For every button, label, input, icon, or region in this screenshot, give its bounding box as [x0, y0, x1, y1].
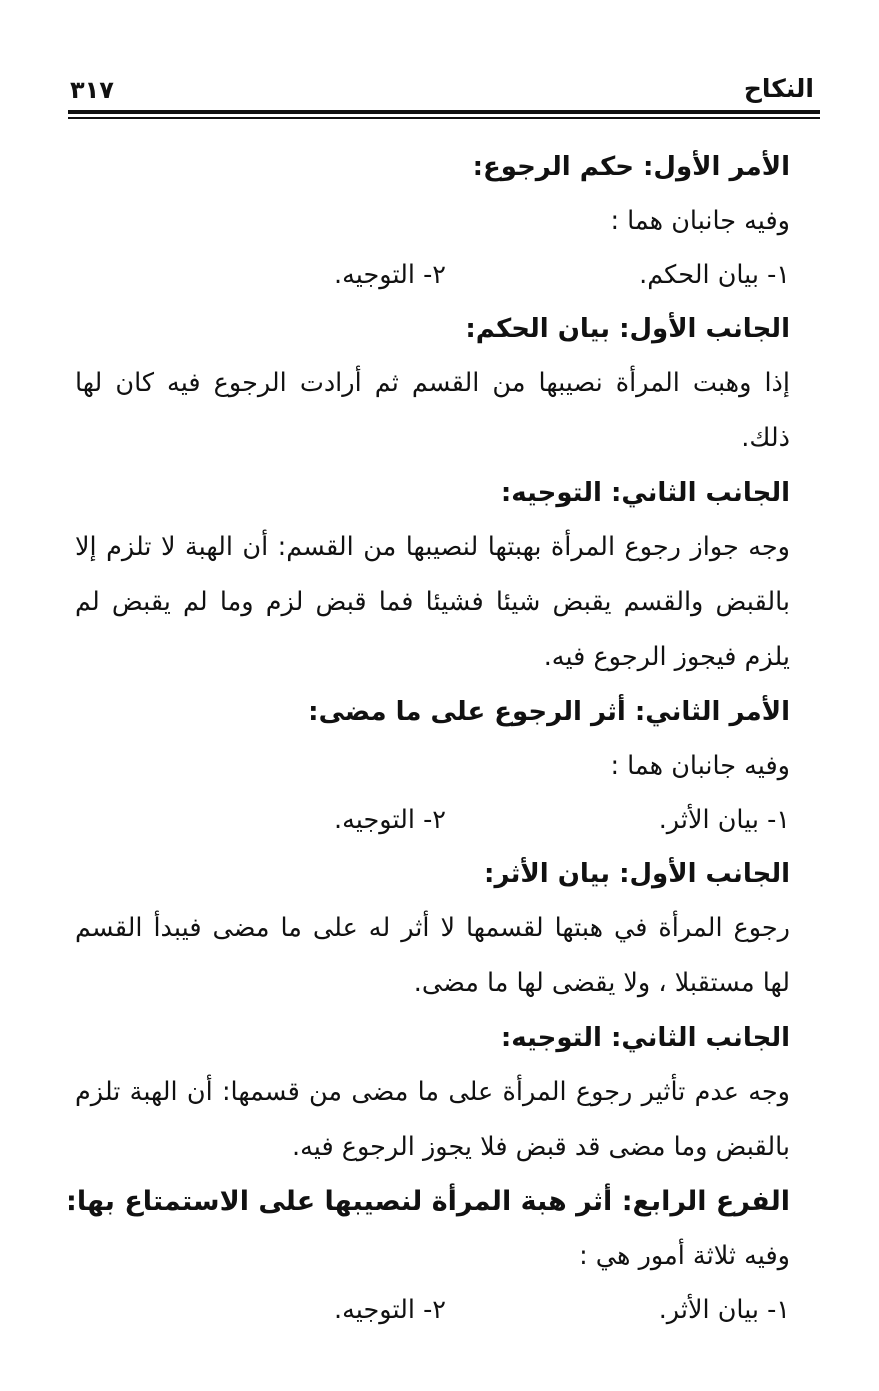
header-rule-thin [68, 117, 820, 119]
paragraph-janib-1b: رجوع المرأة في هبتها لقسمها لا أثر له على ما مضى فيبدأ القسم لها مستقبلا ، ولا يقضى لها ما مضى. [75, 913, 790, 998]
section-heading-amr-2: الأمر الثاني: أثر الرجوع على ما مضى: [308, 697, 790, 727]
paragraph-janib-1a: إذا وهبت المرأة نصيبها من القسم ثم أرادت الرجوع فيه كان لها ذلك. [75, 368, 790, 453]
list-2 [75, 793, 790, 847]
intro-text-3: وفيه ثلاثة أمور هي : [579, 1241, 790, 1271]
paragraph-janib-2b: وجه عدم تأثير رجوع المرأة على ما مضى من قسمها: أن الهبة تلزم بالقبض وما مضى قد قبض فلا يجوز الرجوع فيه. [75, 1077, 790, 1162]
page-header [68, 62, 820, 122]
subheading-janib-1b: الجانب الأول: بيان الأثر: [484, 859, 790, 889]
list-1-item-2: ٢- التوجيه. [334, 260, 446, 290]
subheading-janib-1a: الجانب الأول: بيان الحكم: [465, 314, 790, 344]
page-number: ٣١٧ [70, 76, 114, 104]
intro-text-2: وفيه جانبان هما : [610, 751, 790, 781]
list-3 [75, 1283, 790, 1337]
intro-text-1: وفيه جانبان هما : [610, 206, 790, 236]
paragraph-janib-2a: وجه جواز رجوع المرأة بهبتها لنصيبها من القسم: أن الهبة لا تلزم إلا بالقبض والقسم يقبض شيئا فشيئا فما قبض لزم وما لم يقبض لم يلزم فيجوز الرجوع فيه. [75, 532, 790, 672]
subheading-janib-2b: الجانب الثاني: التوجيه: [500, 1023, 790, 1053]
header-rule-thick [68, 110, 820, 114]
list-2-item-2: ٢- التوجيه. [334, 805, 446, 835]
section-heading-amr-1: الأمر الأول: حكم الرجوع: [472, 152, 790, 182]
list-1-item-1: ١- بيان الحكم. [639, 260, 790, 290]
list-3-item-1: ١- بيان الأثر. [658, 1295, 790, 1325]
page-body [66, 140, 790, 1337]
running-title: النكاح [743, 74, 814, 103]
list-2-item-1: ١- بيان الأثر. [658, 805, 790, 835]
section-heading-far-4: الفرع الرابع: أثر هبة المرأة لنصيبها على الاستمتاع بها: [66, 1186, 790, 1217]
list-3-item-2: ٢- التوجيه. [334, 1295, 446, 1325]
subheading-janib-2a: الجانب الثاني: التوجيه: [500, 478, 790, 508]
list-1 [75, 248, 790, 302]
